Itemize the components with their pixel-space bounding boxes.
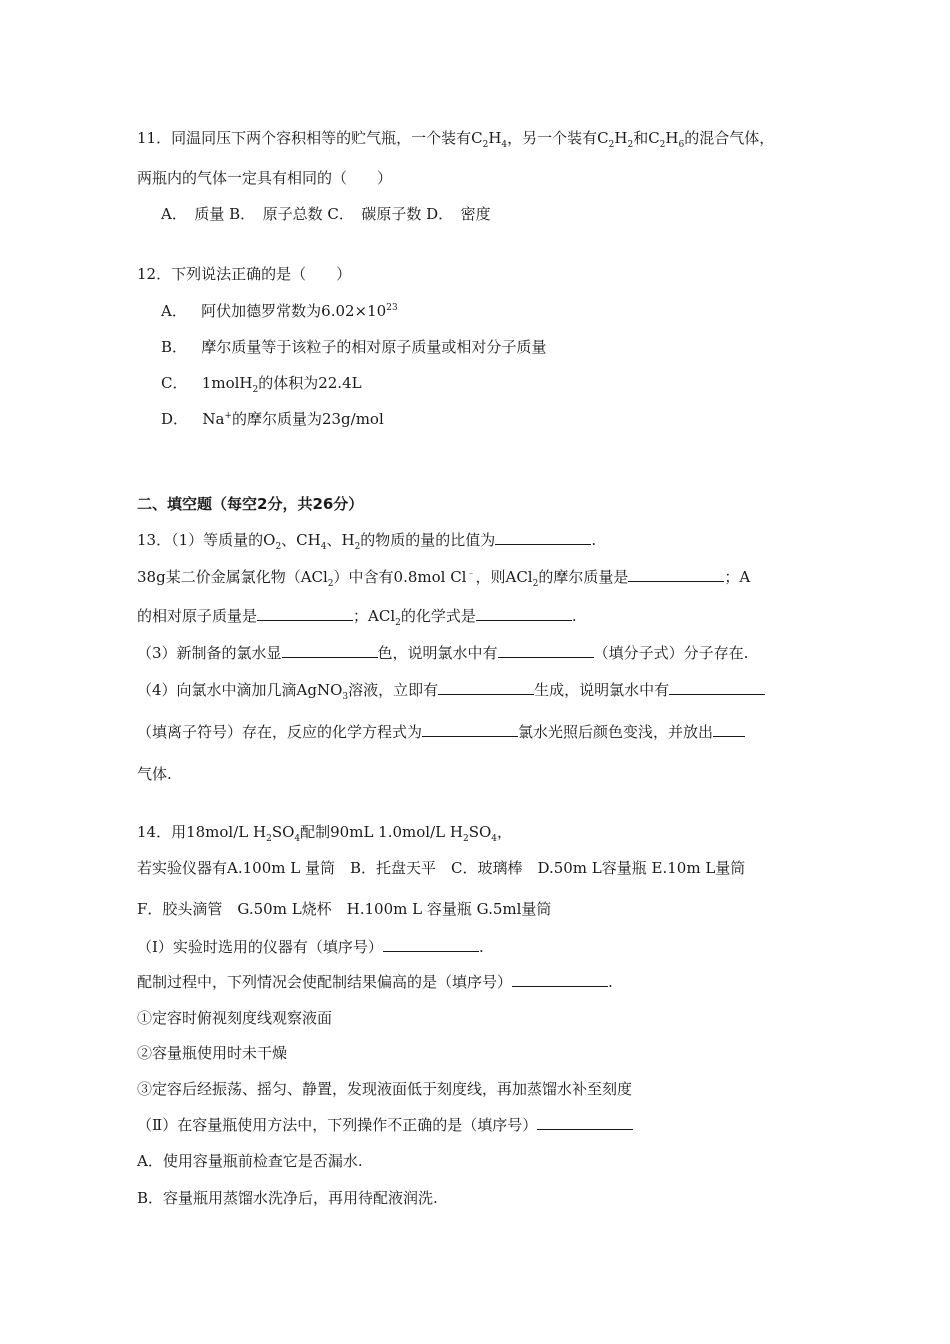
q14-line8: ③定容后经振荡、摇匀、静置，发现液面低于刻度线，再加蒸馏水补至刻度 <box>137 1080 633 1098</box>
q14-line4: （Ⅰ）实验时选用的仪器有（填序号） . <box>137 938 484 956</box>
q12-option-a: A． 阿伏加德罗常数为$6.02\times 10^{23}$ <box>161 302 398 320</box>
q14-line9: （Ⅱ）在容量瓶使用方法中，下列操作不正确的是（填序号） <box>137 1115 633 1135</box>
q13-line1: 13．（1）等质量的$O_2$、$CH_4$、$H_2$的物质的量的比值为 . <box>137 531 597 552</box>
answer-blank[interactable] <box>713 722 745 737</box>
answer-blank[interactable] <box>257 606 353 621</box>
q11-options: A． 质量 B． 原子总数 C． 碳原子数 D． 密度 <box>161 205 491 223</box>
q14-line7: ②容量瓶使用时未干燥 <box>137 1044 288 1062</box>
answer-blank[interactable] <box>495 530 591 545</box>
q14-line5: 配制过程中，下列情况会使配制结果偏高的是（填序号） . <box>137 973 613 991</box>
answer-blank[interactable] <box>438 680 534 695</box>
q14-line10: A．使用容量瓶前检查它是否漏水. <box>137 1152 363 1170</box>
q14-line1: 14．用18mol/L $H_2SO_4$配制90mL 1.0mol/L $H_2SO_4$， <box>137 823 513 844</box>
q12-option-b: B． 摩尔质量等于该粒子的相对原子质量或相对分子质量 <box>161 338 547 356</box>
section-title: 二、填空题（每空2分，共26分） <box>137 495 364 513</box>
q14-line2: 若实验仪器有A.100m L 量筒 B．托盘天平 C．玻璃棒 D.50m L容量瓶 E.10m L量筒 <box>137 859 746 877</box>
answer-blank[interactable] <box>383 937 479 952</box>
q13-line5: （4）向氯水中滴加几滴AgNO$_3$溶液，立即有 生成，说明氯水中有 <box>137 680 765 700</box>
q12-stem: 12．下列说法正确的是（ ） <box>137 265 352 283</box>
answer-blank[interactable] <box>498 643 594 658</box>
answer-blank[interactable] <box>422 722 518 737</box>
q11-line1: 11．同温同压下两个容积相等的贮气瓶，一个装有$C_2H_4$，另一个装有$C_2H_2$和$C_2H_6$的混合气体， <box>137 129 775 150</box>
answer-blank[interactable] <box>476 606 572 621</box>
q13-line7: 气体. <box>137 765 172 783</box>
answer-blank[interactable] <box>628 567 724 582</box>
q14-line3: F．胶头滴管 G.50m L烧杯 H.100m L 容量瓶 G.5ml量筒 <box>137 900 552 918</box>
q12-option-c: C． 1molH$_2$的体积为22.4L <box>161 374 362 395</box>
q13-line2: 38g某二价金属氯化物（ACl$_2$）中含有0.8mol Cl﹣，则ACl$_2$的摩尔质量是 ；A <box>137 568 751 589</box>
q14-line6: ①定容时俯视刻度线观察液面 <box>137 1009 333 1027</box>
q13-line4: （3）新制备的氯水显 色，说明氯水中有 （填分子式）分子存在. <box>137 644 749 662</box>
answer-blank[interactable] <box>512 972 608 987</box>
q11-line2: 两瓶内的气体一定具有相同的（ ） <box>137 169 393 187</box>
q13-line3: 的相对原子质量是 ；ACl$_2$的化学式是 . <box>137 607 577 628</box>
q13-line6: （填离子符号）存在，反应的化学方程式为 氯水光照后颜色变浅，并放出 <box>137 722 745 742</box>
answer-blank[interactable] <box>537 1115 633 1130</box>
answer-blank[interactable] <box>282 643 378 658</box>
answer-blank[interactable] <box>669 680 765 695</box>
q14-line11: B．容量瓶用蒸馏水洗净后，再用待配液润洗. <box>137 1189 438 1207</box>
q12-option-d: D． Na+的摩尔质量为23g/mol <box>161 410 384 428</box>
